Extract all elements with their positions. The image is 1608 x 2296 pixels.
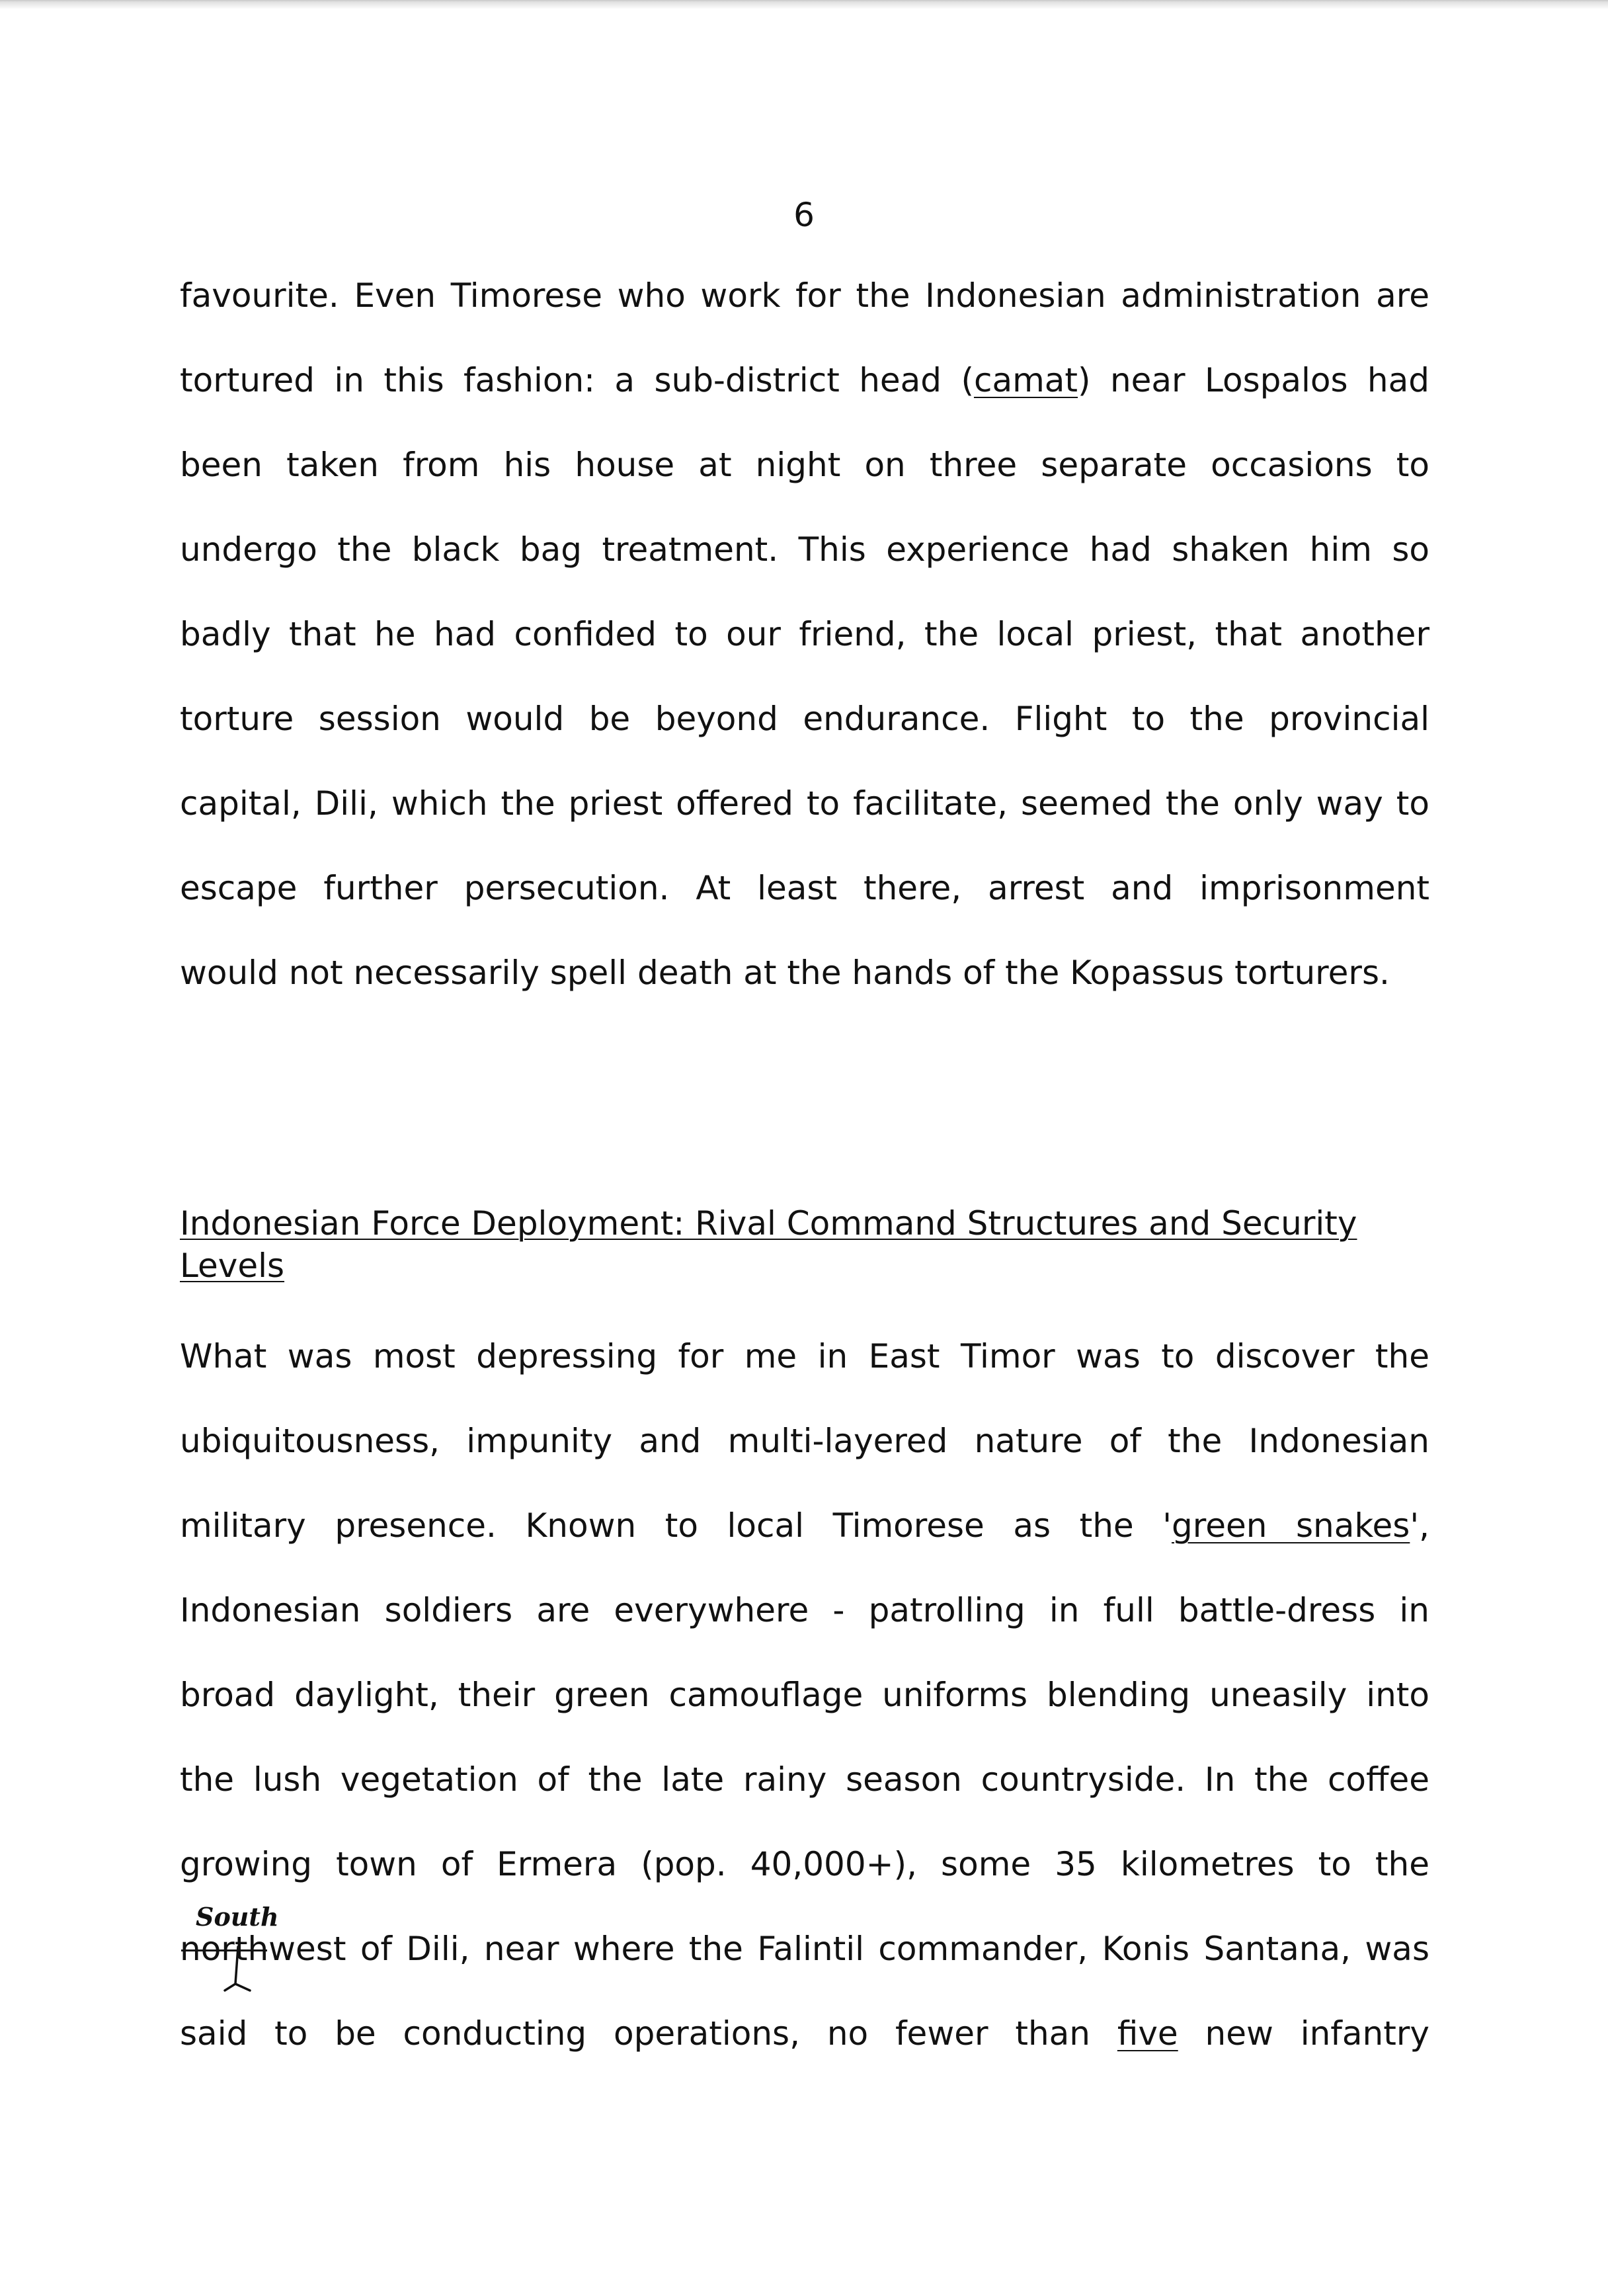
paragraph-line: growing town of Ermera (pop. 40,000+), some 35 kilometres to the xyxy=(180,1845,1429,1883)
underlined-term: green snakes xyxy=(1172,1506,1410,1545)
page-number: 6 xyxy=(793,196,815,234)
paragraph-line: favourite. Even Timorese who work for the Indonesian administration are xyxy=(180,276,1429,315)
paragraph-line: military presence. Known to local Timorese as the 'green snakes', xyxy=(180,1506,1429,1545)
handwritten-correction: South xyxy=(196,1902,279,1932)
paragraph-line: torture session would be beyond endurance. Flight to the provincial xyxy=(180,700,1429,738)
paragraph-line: northwest of Dili, near where the Falintil commander, Konis Santana, was xyxy=(180,1926,1429,1972)
paragraph-line: Indonesian soldiers are everywhere - patrolling in full battle-dress in xyxy=(180,1591,1429,1629)
paragraph-line: broad daylight, their green camouflage uniforms blending uneasily into xyxy=(180,1676,1429,1714)
section-heading: Indonesian Force Deployment: Rival Command Structures and Security Levels xyxy=(180,1204,1357,1285)
insertion-caret-icon xyxy=(218,1944,258,1993)
paragraph-line: the lush vegetation of the late rainy season countryside. In the coffee xyxy=(180,1760,1429,1799)
underlined-term: camat xyxy=(973,361,1078,399)
paragraph-line: ubiquitousness, impunity and multi-layered nature of the Indonesian xyxy=(180,1422,1429,1460)
paragraph-line: capital, Dili, which the priest offered to facilitate, seemed the only way to xyxy=(180,784,1429,823)
paragraph-line: would not necessarily spell death at the hands of the Kopassus torturers. xyxy=(180,954,1390,992)
struck-word: north xyxy=(180,1926,268,1972)
paragraph-line: undergo the black bag treatment. This experience had shaken him so xyxy=(180,530,1429,569)
paragraph-line: What was most depressing for me in East Timor was to discover the xyxy=(180,1337,1429,1375)
paragraph-line: tortured in this fashion: a sub-district head (camat) near Lospalos had xyxy=(180,361,1430,399)
underlined-term: five xyxy=(1117,2014,1178,2053)
paragraph-line: badly that he had confided to our friend, the local priest, that another xyxy=(180,615,1429,653)
paragraph-line: escape further persecution. At least there, arrest and imprisonment xyxy=(180,869,1429,907)
scan-top-edge xyxy=(0,0,1608,9)
paragraph-line: said to be conducting operations, no fewer than five new infantry xyxy=(180,2014,1429,2053)
paragraph-line: been taken from his house at night on three separate occasions to xyxy=(180,446,1429,484)
